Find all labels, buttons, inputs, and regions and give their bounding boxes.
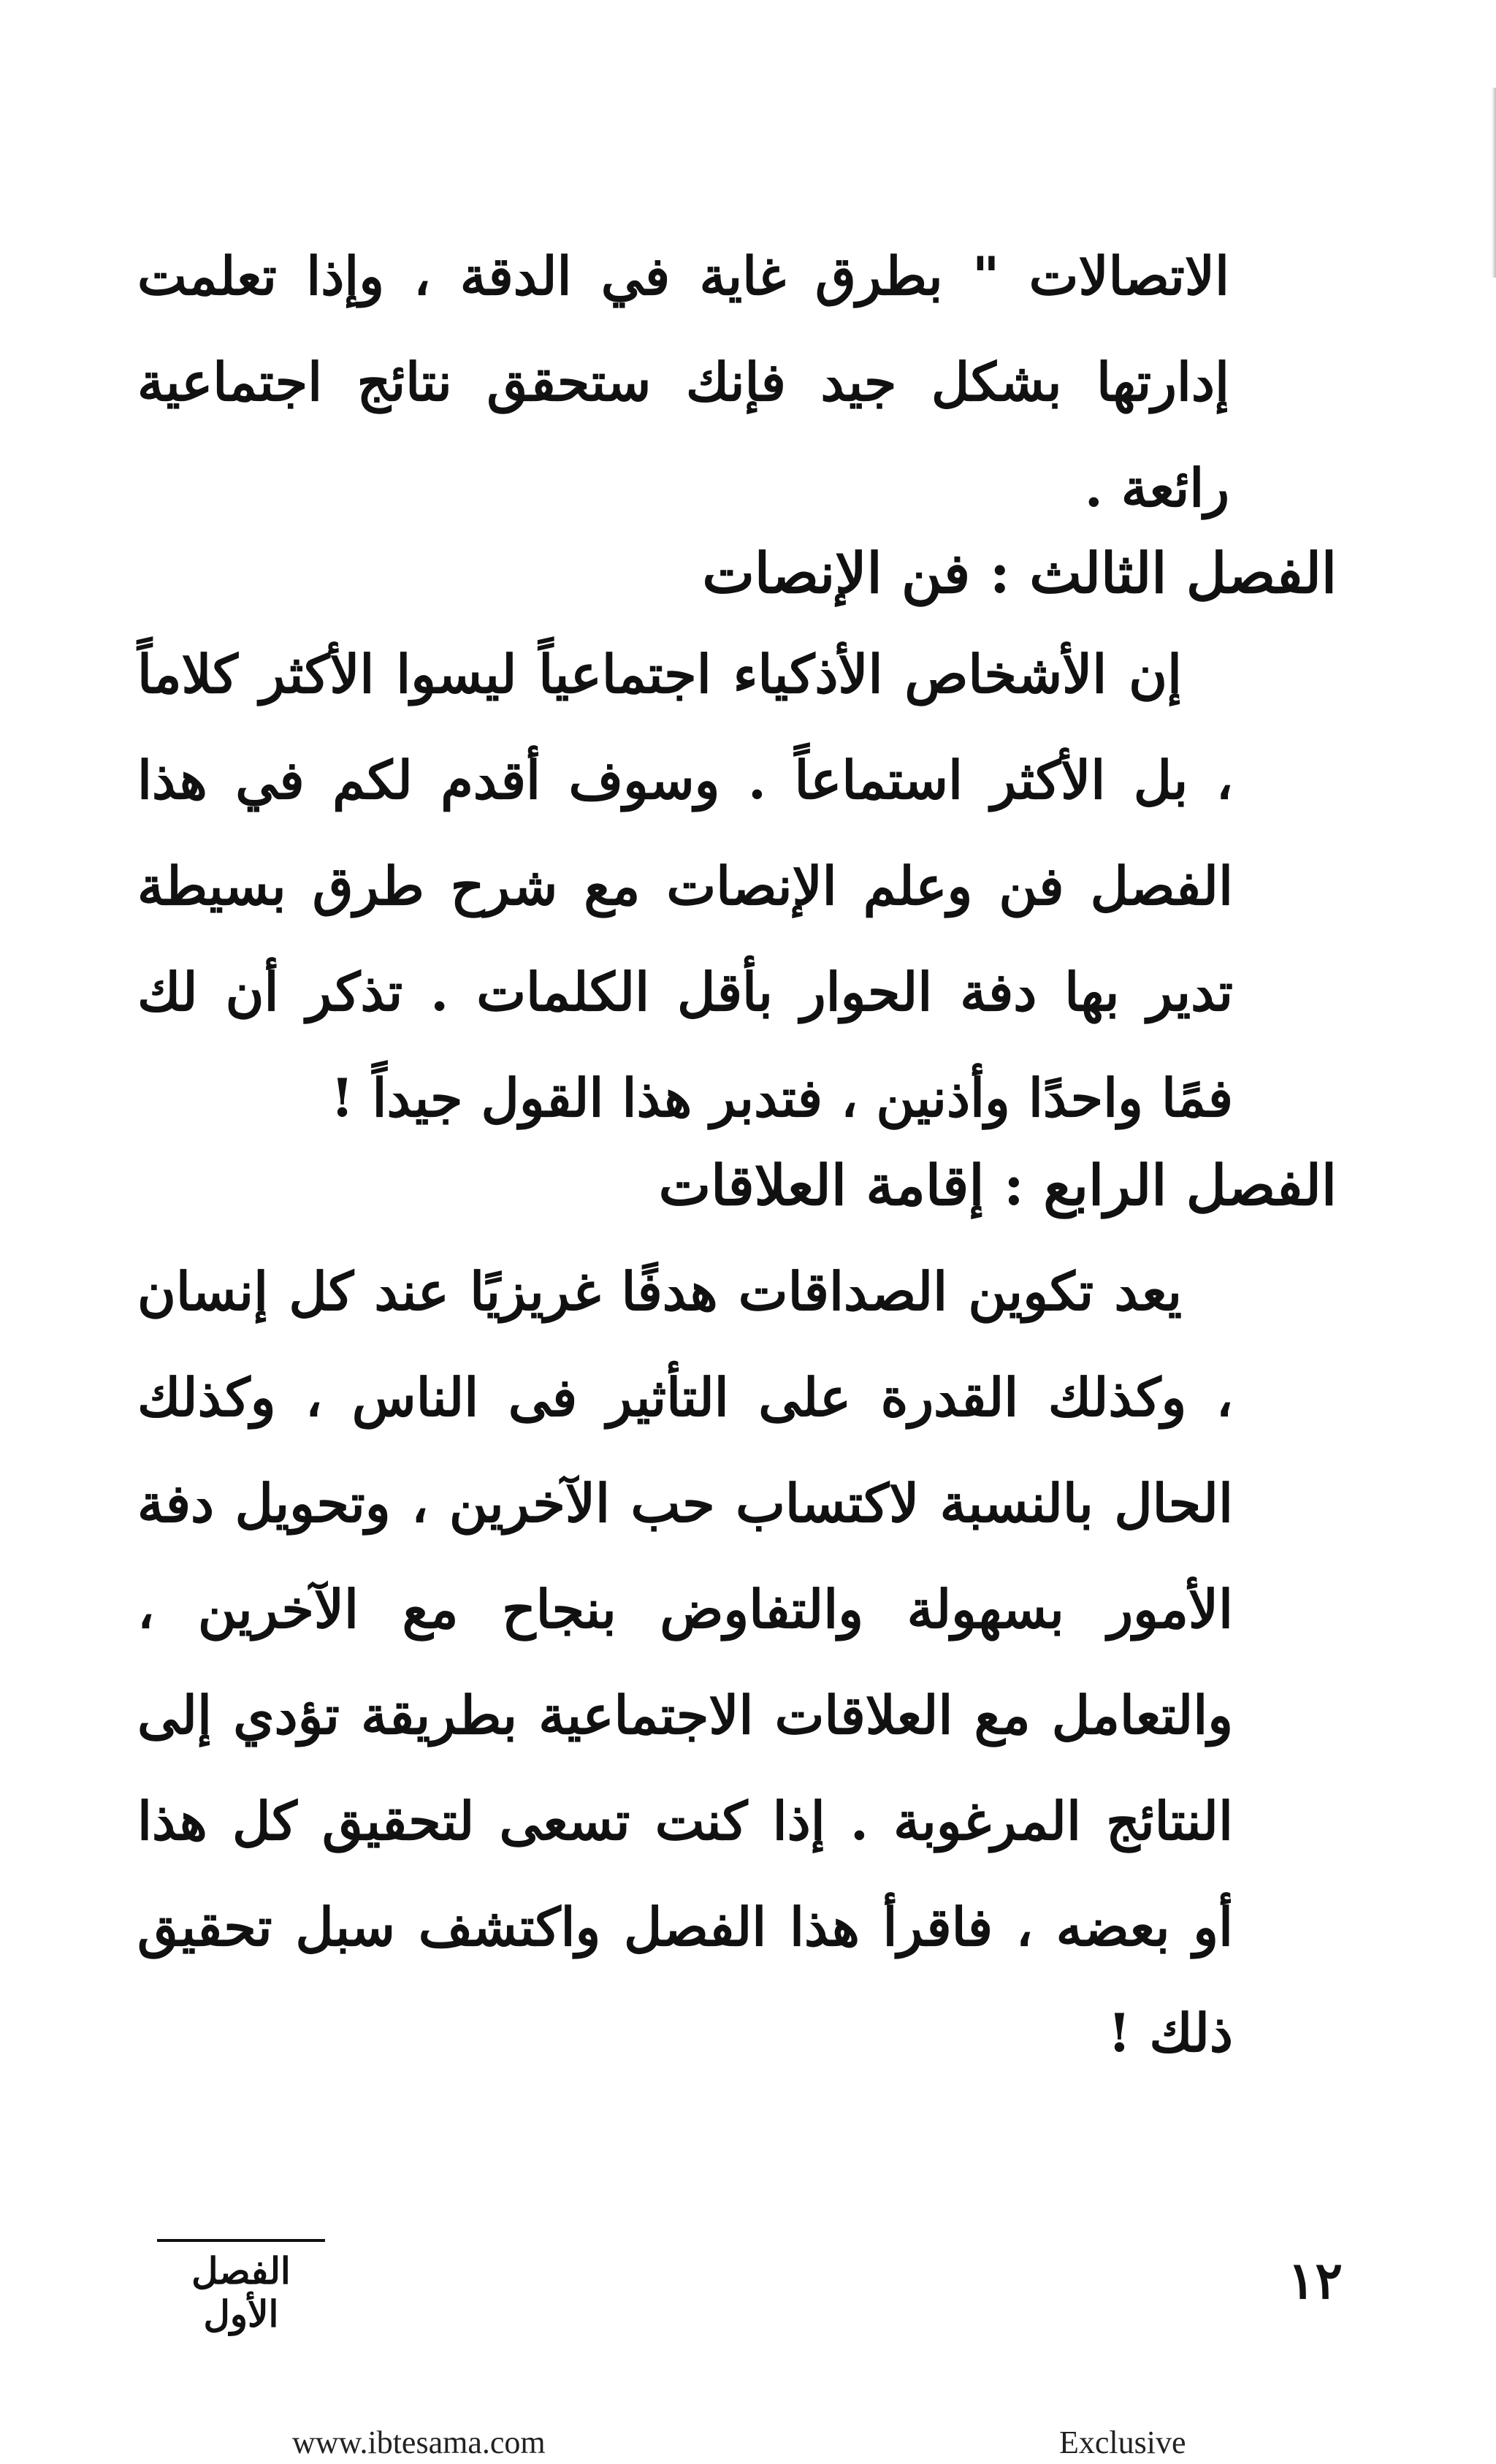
footer-label: Exclusive [1059, 2425, 1186, 2460]
chapter-3-paragraph: إن الأشخاص الأذكياء اجتماعياً ليسوا الأكثر كلاماً ، بل الأكثر استماعاً . وسوف أقدم لكم في هذا الفصل فن وعلم الإنصات مع شرح طرق بسيطة تدير بها دفة الحوار بأقل الكلمات . تذكر أن لك فمًا واحدًا وأذنين ، فتدبر هذا القول جيداً ! [137, 643, 1233, 1129]
running-head [157, 2239, 325, 2335]
footer-website: www.ibtesama.com [292, 2425, 546, 2460]
scan-edge-shadow [1492, 88, 1496, 278]
running-head-rule [157, 2239, 325, 2242]
chapter-4-heading: الفصل الرابع : إقامة العلاقات [658, 1153, 1337, 1218]
page-number: ١٢ [1287, 2250, 1343, 2311]
chapter-4-paragraph: يعد تكوين الصداقات هدفًا غريزيًا عند كل إنسان ، وكذلك القدرة على التأثير فى الناس ، وكذلك الحال بالنسبة لاكتساب حب الآخرين ، وتحويل دفة الأمور بسهولة والتفاوض بنجاح مع الآخرين ، والتعامل مع العلاقات الاجتماعية بطريقة تؤدي إلى النتائج المرغوبة . إذا كنت تسعى لتحقيق كل هذا أو بعضه ، فاقرأ هذا الفصل واكتشف سبل تحقيق ذلك ! [137, 1260, 1233, 2064]
running-head-label: الفصل الأول [191, 2249, 291, 2335]
intro-paragraph: الاتصالات " بطرق غاية في الدقة ، وإذا تعلمت إدارتها بشكل جيد فإنك ستحقق نتائج اجتماعية رائعة . [137, 245, 1229, 519]
chapter-3-heading: الفصل الثالث : فن الإنصات [702, 541, 1337, 606]
